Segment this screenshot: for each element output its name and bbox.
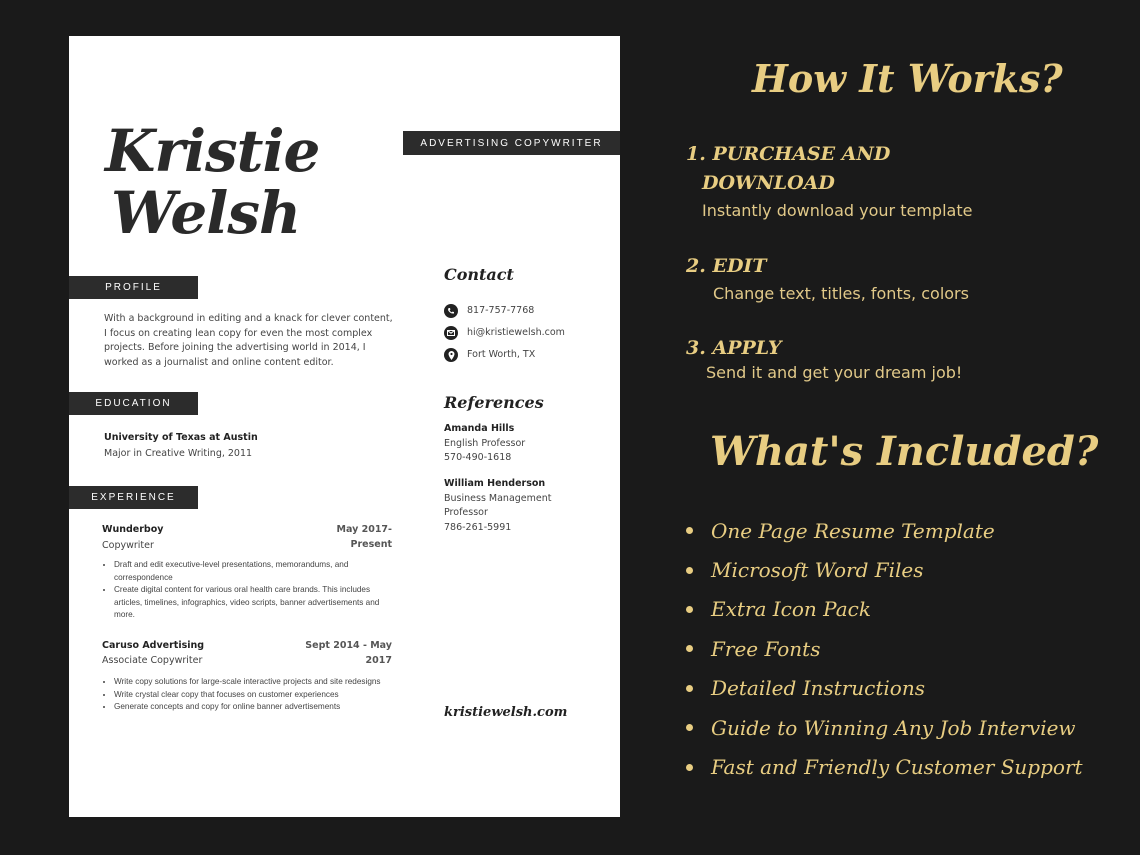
resume-last-name: Welsh xyxy=(111,179,301,247)
reference-item xyxy=(444,477,552,535)
references-heading: References xyxy=(444,393,544,412)
step-number: 3. xyxy=(686,337,706,359)
step-3-description: Send it and get your dream job! xyxy=(706,363,963,382)
job-bullets xyxy=(102,559,397,622)
job-company: Caruso Advertising xyxy=(102,640,205,651)
resume-first-name: Kristie xyxy=(105,117,320,185)
bullet-dot-icon xyxy=(686,724,693,731)
job-dates: May 2017- Present xyxy=(336,524,392,550)
reference-name: Amanda Hills xyxy=(444,423,515,434)
contact-phone-row xyxy=(444,300,565,322)
included-item xyxy=(686,629,1083,668)
profile-heading: PROFILE xyxy=(69,276,198,299)
contact-heading: Contact xyxy=(444,265,514,284)
how-it-works-title: How It Works? xyxy=(752,56,1063,101)
job-title-bar: ADVERTISING COPYWRITER xyxy=(403,131,620,155)
job-bullet: • Create digital content for various oral health care brands. This includes articles, timelines, infographics, video scripts, banner advertisements and more. xyxy=(114,584,397,622)
step-2-description: Change text, titles, fonts, colors xyxy=(713,284,969,303)
job-bullets xyxy=(102,676,397,714)
step-2-heading xyxy=(686,252,766,281)
phone-icon xyxy=(444,304,458,318)
step-number: 1. xyxy=(686,143,706,165)
job-dates-line: Sept 2014 - May xyxy=(305,640,392,651)
job-dates-line: 2017 xyxy=(365,654,392,666)
included-item xyxy=(686,511,1083,550)
education-degree: Major in Creative Writing, 2011 xyxy=(104,448,253,459)
included-item-label: Detailed Instructions xyxy=(711,676,925,701)
education-school: University of Texas at Austin xyxy=(104,432,258,443)
included-item xyxy=(686,669,1083,708)
included-item xyxy=(686,550,1083,589)
experience-heading: EXPERIENCE xyxy=(69,486,198,509)
contact-email: hi@kristiewelsh.com xyxy=(467,326,565,338)
bullet-dot-icon xyxy=(686,685,693,692)
included-item xyxy=(686,708,1083,747)
step-1-heading xyxy=(686,140,890,169)
step-1-heading-line2: DOWNLOAD xyxy=(702,172,835,194)
included-item-label: One Page Resume Template xyxy=(711,518,995,543)
included-list xyxy=(686,511,1083,787)
job-bullet: • Draft and edit executive-level presentations, memorandums, and correspondence xyxy=(114,559,397,584)
bullet-dot-icon xyxy=(686,645,693,652)
education-heading: EDUCATION xyxy=(69,392,198,415)
reference-name: William Henderson xyxy=(444,478,546,489)
reference-title: Professor xyxy=(444,507,488,518)
step-1-description: Instantly download your template xyxy=(702,201,973,220)
job-bullet: • Write copy solutions for large-scale interactive projects and site redesigns xyxy=(114,676,397,689)
bullet-dot-icon xyxy=(686,567,693,574)
job-role: Copywriter xyxy=(102,540,154,551)
contact-location-row xyxy=(444,344,565,366)
email-icon xyxy=(444,326,458,340)
included-item-label: Fast and Friendly Customer Support xyxy=(711,755,1083,780)
job-bullet: • Write crystal clear copy that focuses on customer experiences xyxy=(114,689,397,702)
bullet-dot-icon xyxy=(686,606,693,613)
included-item xyxy=(686,747,1083,786)
contact-location: Fort Worth, TX xyxy=(467,348,536,360)
included-item-label: Guide to Winning Any Job Interview xyxy=(711,715,1076,740)
whats-included-title: What's Included? xyxy=(710,428,1099,475)
resume-page xyxy=(69,36,620,817)
reference-item xyxy=(444,422,525,466)
step-title: EDIT xyxy=(712,255,767,277)
step-title: PURCHASE AND xyxy=(712,143,891,165)
reference-phone: 786-261-5991 xyxy=(444,521,512,533)
included-item xyxy=(686,590,1083,629)
reference-phone: 570-490-1618 xyxy=(444,452,512,463)
website: kristiewelsh.com xyxy=(444,705,568,720)
contact-phone: 817-757-7768 xyxy=(467,304,535,316)
reference-title: Business Management xyxy=(444,492,552,504)
included-item-label: Microsoft Word Files xyxy=(711,558,924,583)
job-company: Wunderboy xyxy=(102,524,164,535)
job-role: Associate Copywriter xyxy=(102,655,203,666)
location-pin-icon xyxy=(444,348,458,362)
included-item-label: Extra Icon Pack xyxy=(711,597,871,622)
profile-text: With a background in editing and a knack for clever content, I focus on creating lean copy for even the most complex projects. Before joining the advertising world in 2014, I worked as a journalist and online content editor. xyxy=(104,313,393,368)
step-number: 2. xyxy=(686,255,706,277)
step-title: APPLY xyxy=(712,337,782,359)
contact-email-row xyxy=(444,322,565,344)
included-item-label: Free Fonts xyxy=(711,636,821,661)
job-bullet: • Generate concepts and copy for online banner advertisements xyxy=(114,701,397,714)
step-3-heading xyxy=(686,334,782,363)
contact-list xyxy=(444,300,565,366)
bullet-dot-icon xyxy=(686,764,693,771)
bullet-dot-icon xyxy=(686,527,693,534)
job-dates xyxy=(292,639,392,668)
reference-title: English Professor xyxy=(444,437,526,449)
